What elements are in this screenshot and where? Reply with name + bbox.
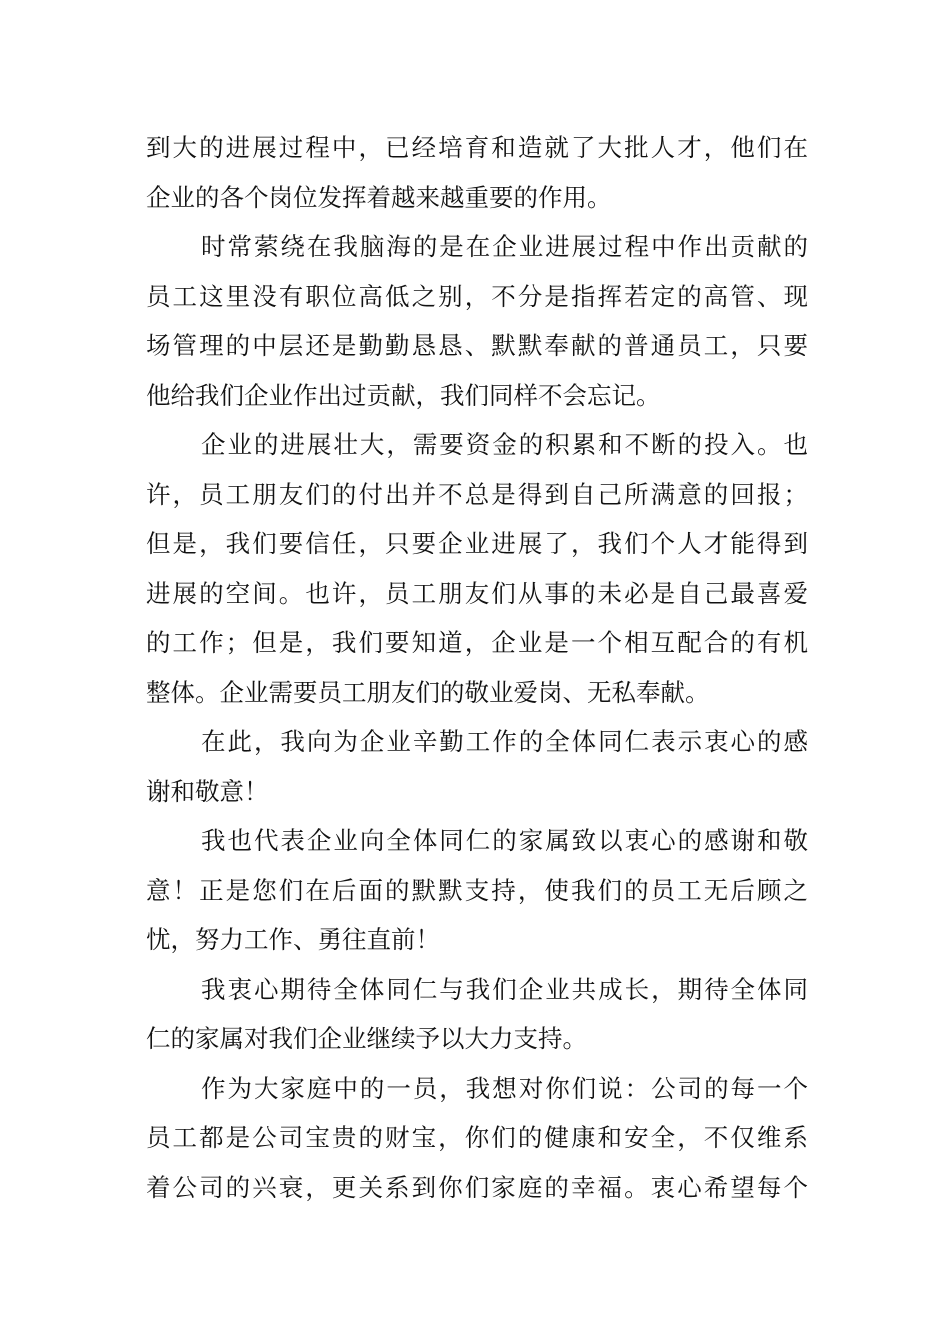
text-line: 意！正是您们在后面的默默支持，使我们的员工无后顾之 (146, 875, 808, 905)
text-line: 企业的各个岗位发挥着越来越重要的作用。 (146, 182, 612, 212)
text-line: 但是，我们要信任，只要企业进展了，我们个人才能得到 (146, 529, 808, 558)
text-line: 我衷心期待全体同仁与我们企业共成长，期待全体同 (201, 974, 808, 1004)
text-line: 时常萦绕在我脑海的是在企业进展过程中作出贡献的 (201, 232, 808, 261)
document-body (146, 123, 808, 1212)
text-line: 整体。企业需要员工朋友们的敬业爱岗、无私奉献。 (146, 677, 710, 707)
text-line: 仁的家属对我们企业继续予以大力支持。 (146, 1024, 587, 1053)
text-line: 企业的进展壮大，需要资金的积累和不断的投入。也 (201, 430, 808, 459)
text-line: 作为大家庭中的一员，我想对你们说：公司的每一个 (201, 1073, 808, 1103)
text-line: 我也代表企业向全体同仁的家属致以衷心的感谢和敬 (201, 826, 808, 855)
text-line: 他给我们企业作出过贡献，我们同样不会忘记。 (146, 380, 661, 410)
text-line: 的工作；但是，我们要知道，企业是一个相互配合的有机 (146, 628, 808, 657)
text-line: 忧，努力工作、勇往直前！ (146, 925, 440, 954)
text-line: 场管理的中层还是勤勤恳恳、默默奉献的普通员工，只要 (146, 331, 808, 360)
text-line: 许，员工朋友们的付出并不总是得到自己所满意的回报； (146, 479, 808, 509)
text-line: 谢和敬意！ (146, 776, 269, 806)
text-line: 到大的进展过程中，已经培育和造就了大批人才，他们在 (146, 133, 808, 162)
text-line: 在此，我向为企业辛勤工作的全体同仁表示衷心的感 (201, 727, 808, 756)
text-line: 员工都是公司宝贵的财宝，你们的健康和安全，不仅维系 (146, 1123, 808, 1152)
text-line: 进展的空间。也许，员工朋友们从事的未必是自己最喜爱 (146, 578, 808, 608)
text-line: 员工这里没有职位高低之别，不分是指挥若定的高管、现 (146, 281, 808, 311)
text-line: 着公司的兴衰，更关系到你们家庭的幸福。衷心希望每个 (146, 1172, 808, 1202)
